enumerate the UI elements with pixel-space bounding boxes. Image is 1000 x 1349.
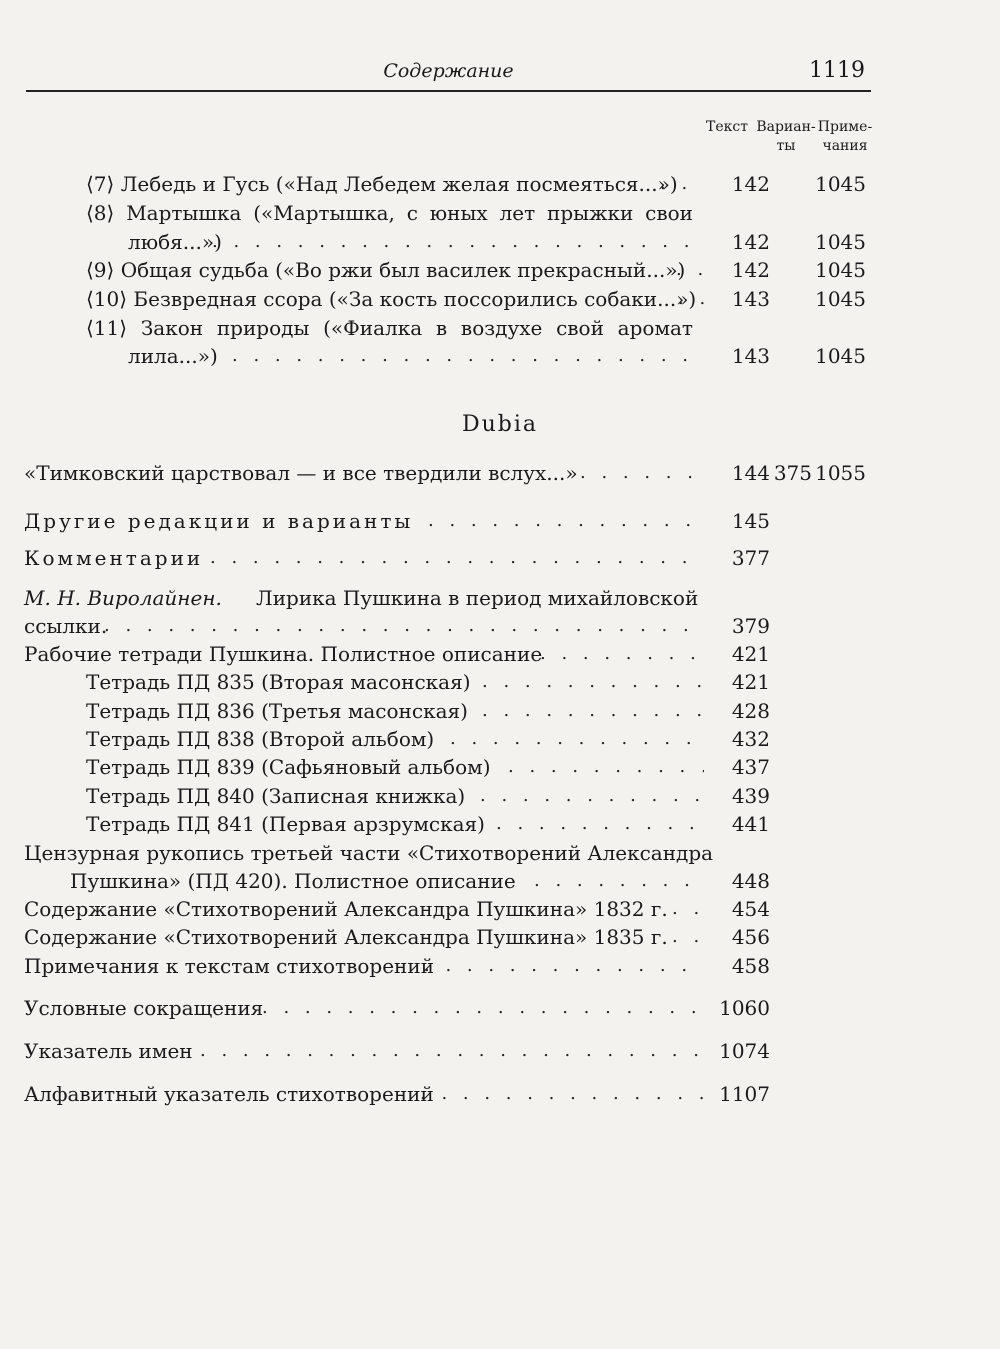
page-number: 1119 [809, 58, 865, 83]
running-title: Содержание [383, 60, 514, 82]
entry-title: ⟨11⟩ Закон природы («Фиалка в воздухе свой аромат [86, 316, 693, 340]
toc-subentry[interactable] [0, 752, 1000, 782]
entry-title-cont: ссылки. [24, 614, 108, 638]
column-header-text: Текст [706, 119, 748, 135]
notes-page: 1045 [815, 287, 866, 311]
toc-entry-continuation[interactable] [0, 866, 1000, 896]
toc-entry-continuation[interactable] [0, 341, 1000, 371]
entry-title: Условные сокращения [24, 996, 264, 1020]
page-ref: 421 [731, 642, 770, 666]
leader-dots [496, 809, 704, 839]
notes-page: 1045 [815, 172, 866, 196]
notes-page: 1055 [815, 461, 866, 485]
text-page: 142 [731, 258, 770, 282]
leader-dots [210, 543, 704, 573]
toc-entry[interactable] [0, 838, 1000, 868]
entry-title: Цензурная рукопись третьей части «Стихотворений Александра [24, 841, 714, 865]
page-ref: 428 [731, 699, 770, 723]
entry-title: Указатель имен [24, 1039, 193, 1063]
toc-entry[interactable] [0, 1036, 1000, 1066]
entry-title: Тетрадь ПД 836 (Третья масонская) [86, 699, 468, 723]
toc-entry[interactable] [0, 639, 1000, 669]
leader-dots [424, 951, 704, 981]
toc-entry-continuation[interactable] [0, 611, 1000, 641]
leader-dots [200, 1036, 704, 1066]
leader-dots [660, 169, 704, 199]
entry-title: Алфавитный указатель стихотворений [24, 1082, 434, 1106]
page-ref: 1074 [719, 1039, 770, 1063]
leader-dots [580, 458, 704, 488]
entry-title: Тетрадь ПД 841 (Первая арзрумская) [86, 812, 485, 836]
page-ref: 377 [731, 546, 770, 570]
page-ref: 421 [731, 670, 770, 694]
text-page: 142 [731, 172, 770, 196]
page-ref: 454 [731, 897, 770, 921]
leader-dots [482, 696, 704, 726]
toc-subentry[interactable] [0, 696, 1000, 726]
entry-title: Тетрадь ПД 840 (Записная книжка) [86, 784, 466, 808]
page-ref: 456 [731, 925, 770, 949]
leader-dots [262, 993, 704, 1023]
toc-entry[interactable] [0, 255, 1000, 285]
leader-dots [450, 724, 704, 754]
entry-title-cont: Пушкина» (ПД 420). Полистное описание [70, 869, 516, 893]
leader-dots [232, 341, 704, 371]
notes-page: 1045 [815, 258, 866, 282]
entry-title: Содержание «Стихотворений Александра Пушкина» 1832 г. [24, 897, 668, 921]
leader-dots [482, 667, 704, 697]
toc-subentry[interactable] [0, 781, 1000, 811]
entry-title-cont: лила...») [128, 344, 218, 368]
entry-title: Содержание «Стихотворений Александра Пушкина» 1835 г. [24, 925, 668, 949]
text-page: 142 [731, 230, 770, 254]
entry-title: ⟨7⟩ Лебедь и Гусь («Над Лебедем желая посмеяться...») [86, 172, 678, 196]
page-ref: 379 [731, 614, 770, 638]
variants-page: 375 [773, 461, 812, 485]
page-ref: 441 [731, 812, 770, 836]
toc-entry[interactable] [0, 951, 1000, 981]
toc-entry[interactable] [0, 458, 1000, 488]
text-page: 144 [731, 461, 770, 485]
entry-title: ⟨8⟩ Мартышка («Мартышка, с юных лет прыжки свои [86, 201, 693, 225]
toc-entry[interactable] [0, 506, 1000, 536]
toc-entry[interactable] [0, 993, 1000, 1023]
column-header-notes: Приме- чания [817, 119, 873, 154]
entry-title: Тетрадь ПД 835 (Вторая масонская) [86, 670, 471, 694]
entry-title: «Тимковский царствовал — и все твердили вслух...» [24, 461, 578, 485]
toc-entry-continuation[interactable] [0, 227, 1000, 257]
leader-dots [508, 752, 704, 782]
entry-title: Тетрадь ПД 839 (Сафьяновый альбом) [86, 755, 491, 779]
page-ref: 1060 [719, 996, 770, 1020]
leader-dots [480, 781, 704, 811]
leader-dots [420, 1079, 704, 1109]
toc-entry[interactable] [0, 894, 1000, 924]
leader-dots [104, 611, 704, 641]
toc-entry[interactable] [0, 1079, 1000, 1109]
leader-dots [534, 866, 704, 896]
page-ref: 448 [731, 869, 770, 893]
essay-author: М. Н. Виролайнен. [24, 586, 222, 610]
toc-entry[interactable] [0, 543, 1000, 573]
page-ref: 437 [731, 755, 770, 779]
leader-dots [428, 506, 704, 536]
page-ref: 458 [731, 954, 770, 978]
page-ref: 432 [731, 727, 770, 751]
toc-entry[interactable] [0, 922, 1000, 952]
column-headers [0, 118, 1000, 158]
toc-subentry[interactable] [0, 809, 1000, 839]
entry-title: ⟨10⟩ Безвредная ссора («За кость поссорились собаки...») [86, 287, 697, 311]
notes-page: 1045 [815, 230, 866, 254]
toc-entry[interactable] [0, 583, 1000, 613]
entry-title: ⟨9⟩ Общая судьба («Во ржи был василек прекрасный...») [86, 258, 686, 282]
toc-subentry[interactable] [0, 724, 1000, 754]
entry-title-cont: любя...») [128, 230, 222, 254]
toc-subentry[interactable] [0, 667, 1000, 697]
dubia-heading: Dubia [461, 412, 539, 437]
page-ref: 1107 [719, 1082, 770, 1106]
column-header-variants: Вариан- ты [756, 119, 816, 154]
leader-dots [540, 639, 704, 669]
toc-entry[interactable] [0, 198, 1000, 228]
entry-title: Примечания к текстам стихотворений [24, 954, 435, 978]
leader-dots [212, 227, 704, 257]
essay-title: Лирика Пушкина в период михайловской [256, 586, 699, 610]
notes-page: 1045 [815, 344, 866, 368]
page-ref: 145 [731, 509, 770, 533]
entry-title: Рабочие тетради Пушкина. Полистное описание [24, 642, 543, 666]
toc-entry[interactable] [0, 169, 1000, 199]
text-page: 143 [731, 344, 770, 368]
text-page: 143 [731, 287, 770, 311]
toc-entry[interactable] [0, 313, 1000, 343]
entry-title: Комментарии [24, 546, 204, 570]
entry-title: Другие редакции и варианты [24, 509, 414, 533]
toc-entry[interactable] [0, 284, 1000, 314]
entry-title: Тетрадь ПД 838 (Второй альбом) [86, 727, 435, 751]
running-header [26, 56, 871, 92]
page-ref: 439 [731, 784, 770, 808]
